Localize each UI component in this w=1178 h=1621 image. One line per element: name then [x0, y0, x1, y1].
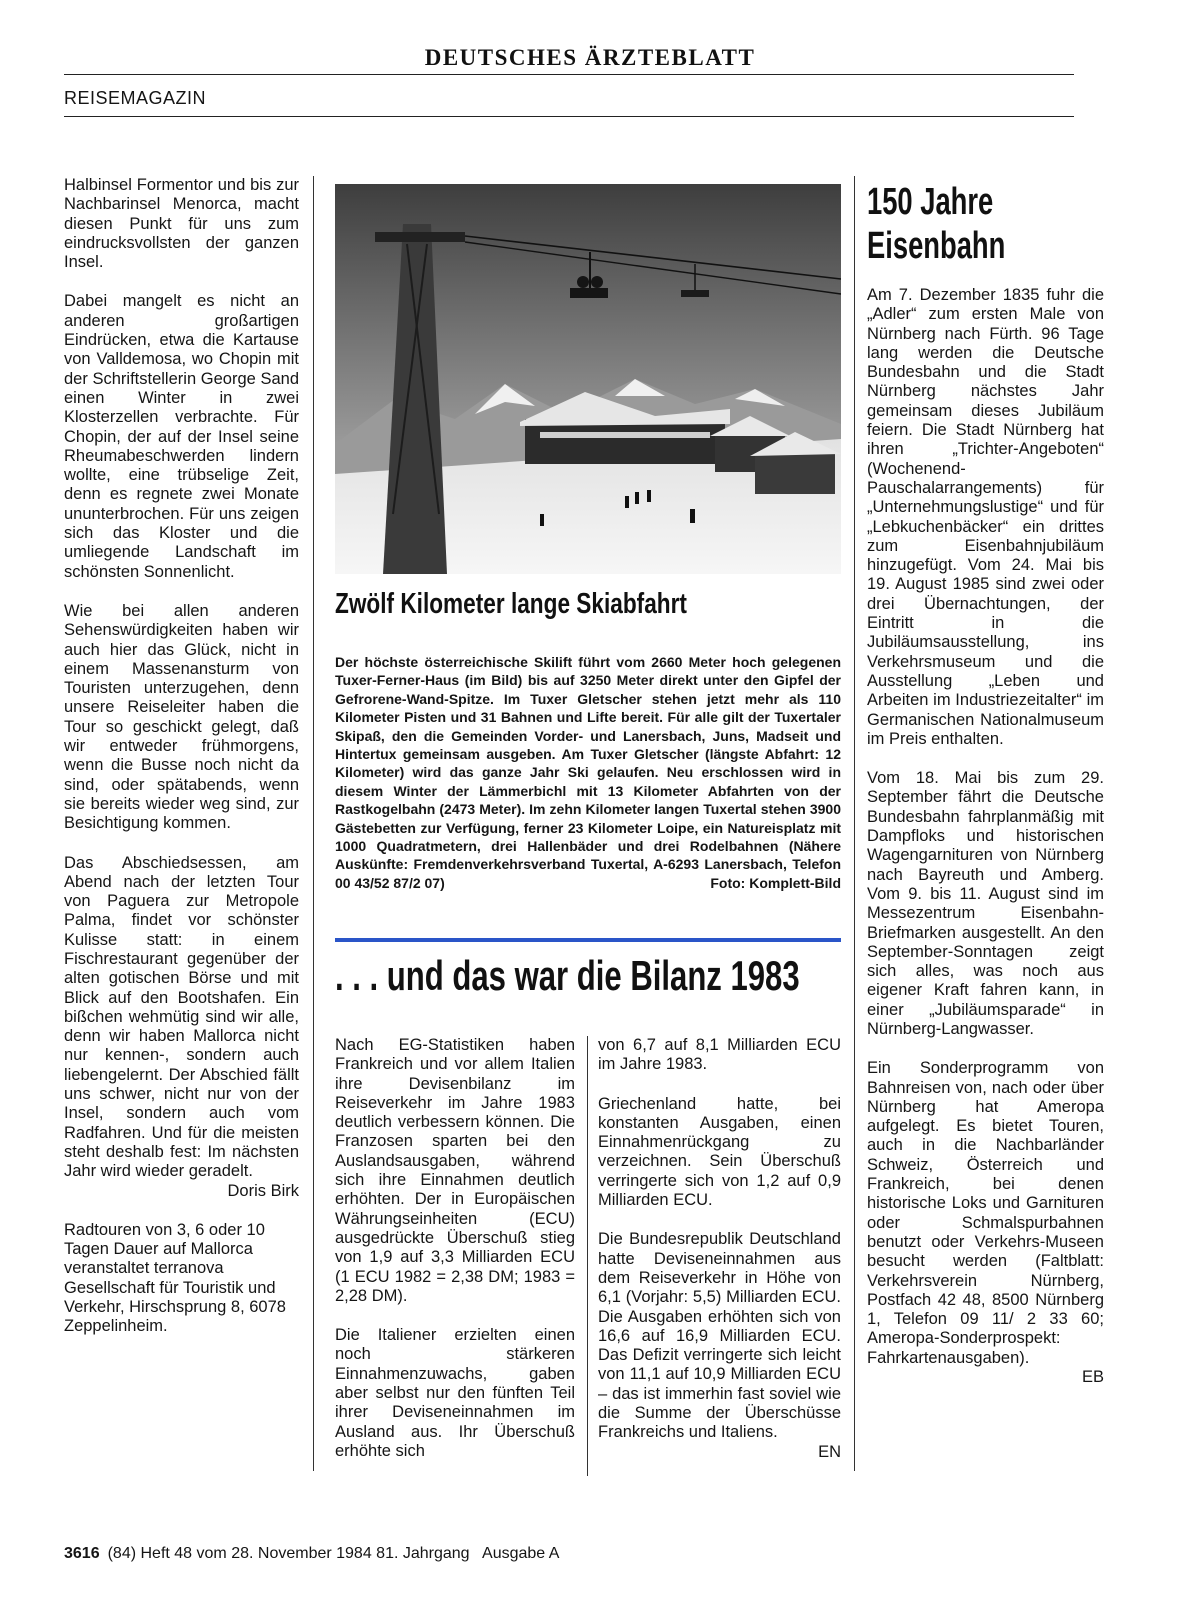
bilanz-column-2: [598, 1036, 841, 1482]
author-signature: EB: [1081, 1368, 1104, 1387]
issue-line: (84) Heft 48 vom 28. November 1984 81. Jahrgang Ausgabe A: [107, 1545, 560, 1562]
photo-illustration: [335, 184, 841, 574]
column-divider: [313, 176, 314, 1471]
paragraph: Die Italiener erzielten einen noch stärkeren Einnahmenzuwachs, gaben aber selbst nur den fünften Teil ihrer Deviseneinnahmen im Ausland aus. Ihr Überschuß erhöhte sich: [335, 1326, 575, 1460]
left-column: [64, 176, 299, 1357]
paragraph: Griechenland hatte, bei konstanten Ausgaben, einen Einnahmenrückgang zu verzeichnen. Sein Überschuß verringerte sich von 1,2 auf 0,9 Milliarden ECU.: [598, 1094, 841, 1210]
paragraph: Das Abschiedsessen, am Abend nach der letzten Tour von Paguera zur Metropole Palma, findet vor schönster Kulisse statt: in einem Fischrestaurant gegenüber der alten gotischen Börse und mit Blick auf den Bootshafen. Ein bißchen wehmütig sind wir alle, denn wir haben Mallorca nicht nur kennen-, sondern auch liebengelernt. Der Abschied fällt uns schwer, nicht nur von der Insel, sondern auch vom Radfahren. Und für die meisten steht deshalb fest: Im nächsten Jahr wird wieder geradelt.: [64, 853, 299, 1181]
author-signature: Doris Birk: [227, 1181, 299, 1200]
right-column: [867, 286, 1104, 1407]
paragraph: Vom 18. Mai bis zum 29. September fährt die Deutsche Bundesbahn fahrplanmäßig mit Dampfloks und historischen Wagengarnituren von Nürnberg nach Bayreuth und Amberg. Vom 9. bis 11. August sind im Messezentrum Eisenbahn-Briefmarken ausgestellt. An den September-Sonntagen zeigt sich alles, was noch aus eigener Kraft fahren kann, in einer „Jubiläumsparade“ in Nürnberg-Langwasser.: [867, 769, 1104, 1038]
paragraph: Nach EG-Statistiken haben Frankreich und vor allem Italien ihre Devisenbilanz im Reiseverkehr im Jahre 1983 deutlich verbessern können. Die Franzosen sparten bei den Auslandsausgaben, während sich ihre Einnahmen deutlich erhöhten. Der in Europäischen Währungseinheiten (ECU) ausgedrückte Überschuß stieg von 1,9 auf 3,3 Milliarden ECU (1 ECU 1982 = 2,38 DM; 1983 = 2,28 DM).: [335, 1036, 575, 1305]
headline-line: 150 Jahre: [867, 181, 994, 223]
info-box: Radtouren von 3, 6 oder 10 Tagen Dauer auf Mallorca veranstaltet terranova Gesellschaft für Touristik und Verkehr, Hirschsprung 8, 6078 Zeppelinheim.: [64, 1220, 286, 1336]
column-divider: [854, 176, 855, 1471]
header-rule-top: [64, 74, 1074, 75]
paragraph: Am 7. Dezember 1835 fuhr die „Adler“ zum ersten Male von Nürnberg nach Fürth. 96 Tage lang werden die Deutsche Bundesbahn und die Stadt Nürnberg nächstes Jahr gemeinsam dieses Jubiläum feiern. Die Stadt Nürnberg hat ihren „Trichter-Angeboten“ (Wochenend-Pauschalarrangements) für „Unternehmungslustige“ und für „Lebkuchenbäcker“ ein drittes zum Eisenbahnjubiläum hinzugefügt. Vom 24. Mai bis 19. August 1985 sind zwei oder drei Übernachtungen, der Eintritt in die Jubiläumsausstellung, ins Verkehrsmuseum und die Ausstellung „Leben und Arbeiten im Industriezeitalter“ im Germanischen Nationalmuseum im Preis enthalten.: [867, 286, 1104, 748]
paragraph: von 6,7 auf 8,1 Milliarden ECU im Jahre 1983.: [598, 1036, 841, 1074]
paragraph: Dabei mangelt es nicht an anderen großartigen Eindrücken, etwa die Kartause von Valldemosa, wo Chopin mit der Schriftstellerin George Sand einen Winter in zwei Klosterzellen verbrachte. Für Chopin, der auf der Insel seine Rheumabeschwerden lindern wollte, eine trübselige Zeit, denn es regnete zwei Monate ununterbrochen. Für uns zeigen sich das Kloster und die umliegende Landschaft im schönsten Sonnenlicht.: [64, 292, 299, 581]
eisenbahn-headline: [867, 180, 1005, 268]
headline-line: Eisenbahn: [867, 225, 1006, 267]
photo-caption: [335, 653, 841, 892]
paragraph: Wie bei allen anderen Sehenswürdigkeiten haben wir auch hier das Glück, nicht in einem Massenansturm von Touristen unterzugehen, denn unsere Reiseleiter haben die Tour so geschickt gelegt, daß wir entweder frühmorgens, wenn die Busse noch nicht da sind, oder spätabends, wenn sie bereits wieder weg sind, zur Besichtigung kommen.: [64, 601, 299, 833]
footer: [64, 1545, 559, 1563]
paragraph: Halbinsel Formentor und bis zur Nachbarinsel Menorca, macht diesen Punkt für uns zum eindrucksvollsten der ganzen Insel.: [64, 176, 299, 272]
column-divider: [587, 1036, 588, 1476]
paragraph: Ein Sonderprogramm von Bahnreisen von, nach oder über Nürnberg hat Ameropa aufgelegt. Es bietet Touren, auch in die Nachbarländer Schweiz, Österreich und Frankreich, bei denen historische Loks und Garnituren oder Schmalspurbahnen benutzt oder Verkehrs-Museen besucht werden (Faltblatt: Verkehrsverein Nürnberg, Postfach 42 48, 8500 Nürnberg 1, Telefon 09 11/ 2 33 60; Ameropa-Sonderprospekt: Fahrkartenausgaben).: [867, 1059, 1104, 1367]
caption-text: Der höchste österreichische Skilift führt vom 2660 Meter hoch gelegenen Tuxer-Ferner-Haus (im Bild) bis auf 3250 Meter direkt unter den Gipfel der Gefrorene-Wand-Spitze. Im Tuxer Gletscher stehen jetzt mehr als 110 Kilometer Pisten und 31 Bahnen und Lifte bereit. Für alle gilt der Tuxertaler Skipaß, den die Gemeinden Vorder- und Lanersbach, Juns, Madseit und Hintertux gemeinsam ausgeben. Am Tuxer Gletscher (längste Abfahrt: 12 Kilometer) wird das ganze Jahr Ski gelaufen. Neu erschlossen wird in diesem Winter der Lämmerbichl mit 13 Kilometer Abfahrten von der Rastkogelbahn (2473 Meter). Im zehn Kilometer langen Tuxertal stehen 3900 Gästebetten zur Verfügung, ferner 23 Kilometer Loipe, ein Natureisplatz mit 1000 Quadratmetern, drei Hallenbäder und drei Rodelbahnen (Nähere Auskünfte: Fremdenverkehrsverband Tuxertal, A-6293 Lanersbach, Telefon 00 43/52 87/2 07): [335, 654, 841, 891]
skiabfahrt-headline: Zwölf Kilometer lange Skiabfahrt: [335, 588, 687, 620]
header-rule-bottom: [64, 116, 1074, 117]
page-number: 3616: [64, 1545, 100, 1562]
author-signature: EN: [818, 1442, 841, 1461]
bilanz-column-1: [335, 1036, 575, 1481]
ski-lift-photo: [335, 184, 841, 574]
bilanz-headline: . . . und das war die Bilanz 1983: [335, 952, 800, 999]
photo-credit: Foto: Komplett-Bild: [710, 874, 841, 891]
paragraph: Die Bundesrepublik Deutschland hatte Deviseneinnahmen aus dem Reiseverkehr in Höhe von 6,1 (Vorjahr: 5,5) Milliarden ECU. Die Ausgaben erhöhten sich von 16,6 auf 16,9 Milliarden ECU. Das Defizit verringerte sich leicht von 11,1 auf 10,9 Milliarden ECU – das ist immerhin fast soviel wie die Summe der Überschüsse Frankreichs und Italiens.: [598, 1230, 841, 1442]
section-label: REISEMAGAZIN: [64, 88, 207, 108]
accent-rule: [335, 938, 841, 942]
masthead: DEUTSCHES ÄRZTEBLATT: [424, 45, 756, 70]
